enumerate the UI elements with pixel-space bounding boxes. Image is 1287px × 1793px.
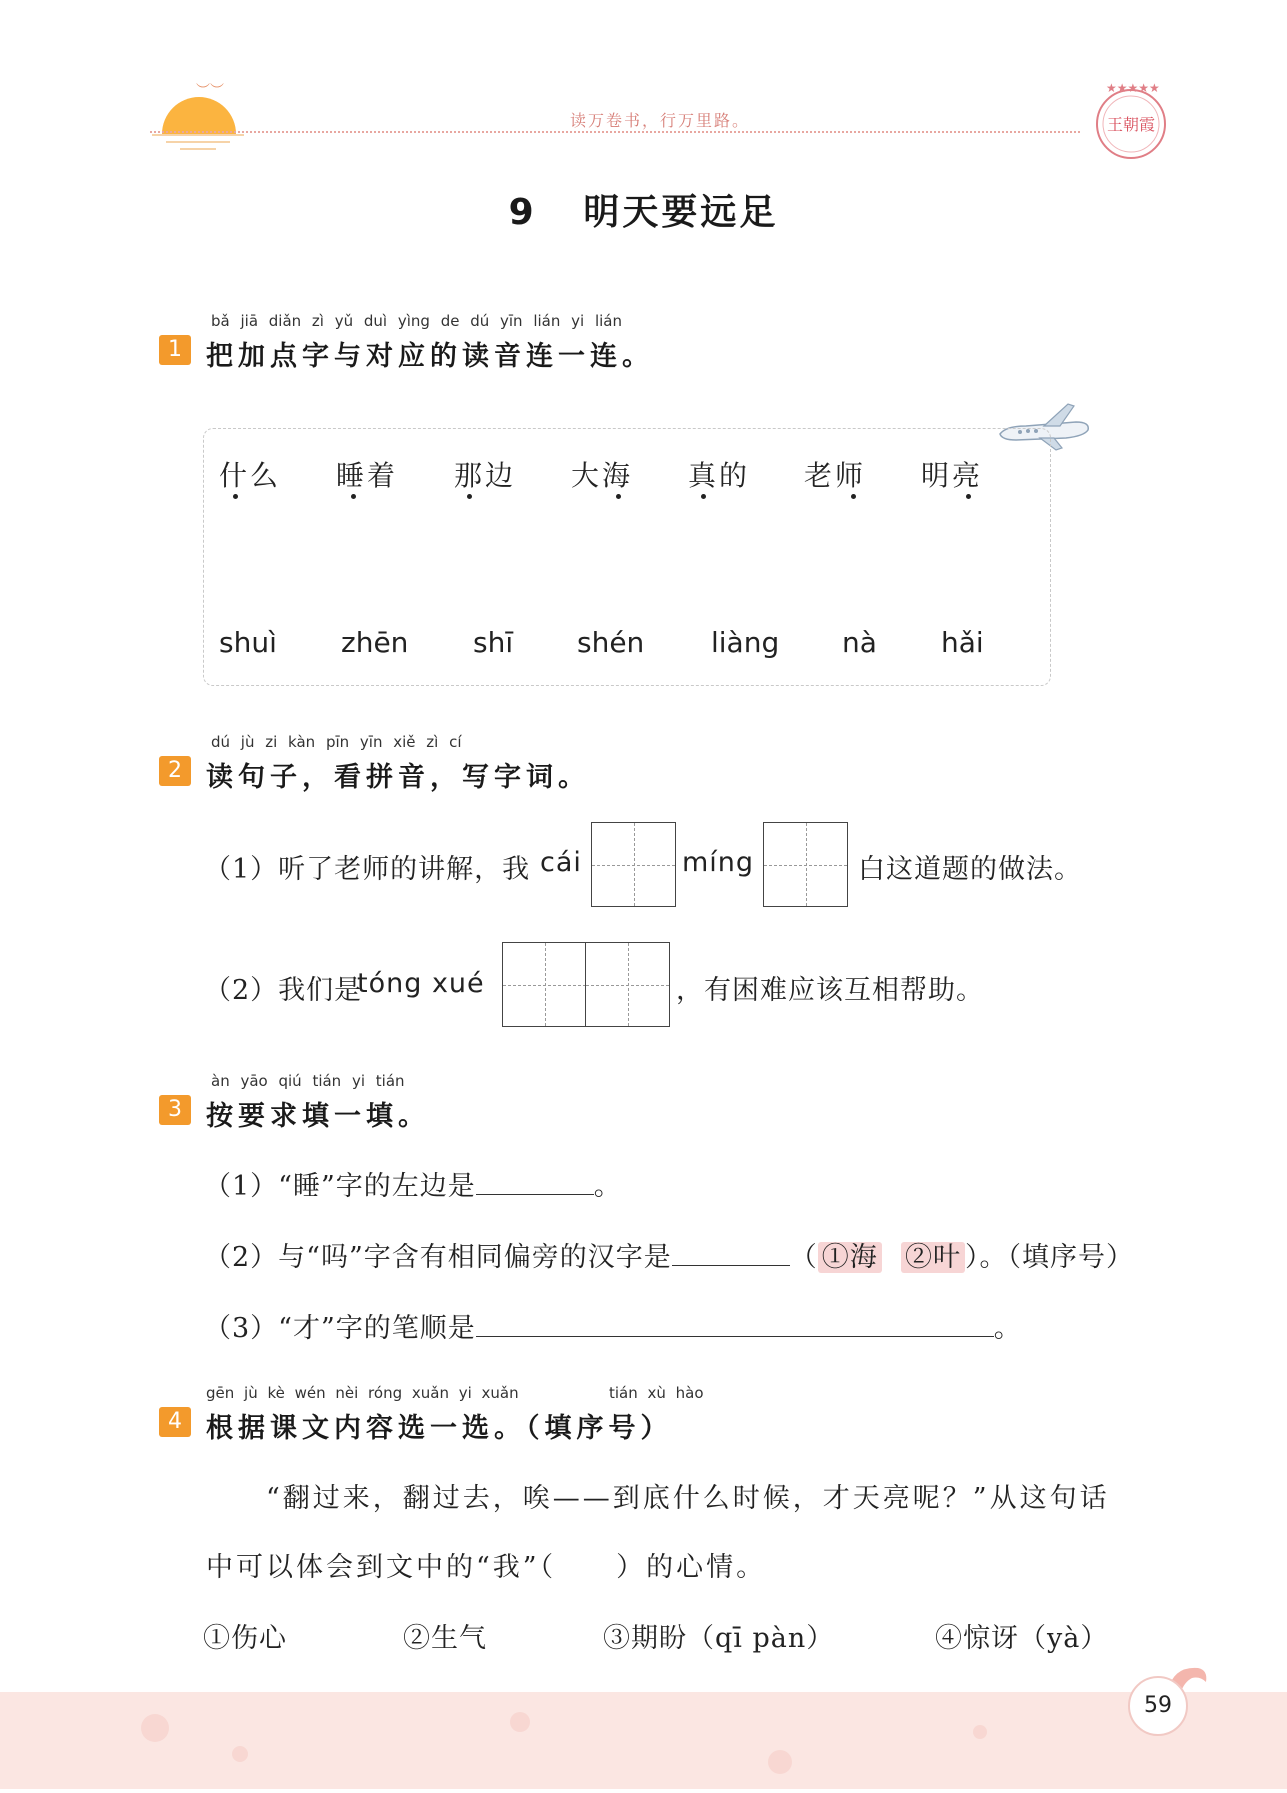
q1-reading: nà xyxy=(842,626,877,659)
emphasis-dot xyxy=(233,494,238,499)
q2-s2-prefix: （2）我们是 xyxy=(204,975,363,1006)
birds-icon: ︶︶ xyxy=(196,83,224,99)
sun-reflection xyxy=(152,134,244,155)
q2-s2-suffix: ，有困难应该互相帮助。 xyxy=(676,975,984,1006)
writing-grid[interactable] xyxy=(502,942,587,1027)
q1-reading: hǎi xyxy=(941,626,984,659)
q1-word: 大海 xyxy=(571,459,634,492)
lesson-title-text: 明天要远足 xyxy=(583,192,779,233)
q4-option[interactable]: ①伤心 xyxy=(203,1623,287,1654)
header-motto: 读万卷书，行万里路。 xyxy=(570,111,751,130)
q2-s1-prefix: （1）听了老师的讲解，我 xyxy=(204,854,531,885)
q3-line1-text: （1）“睡”字的左边是 xyxy=(204,1171,476,1202)
q4-option[interactable]: ②生气 xyxy=(403,1623,487,1654)
answer-blank[interactable] xyxy=(476,1314,994,1337)
teacher-seal-icon xyxy=(1092,78,1170,164)
q1-word: 什么 xyxy=(219,459,282,492)
q1-word: 那边 xyxy=(454,459,517,492)
bubble-decoration xyxy=(0,1692,1287,1789)
q2-pinyin: dú jù zi kàn pīn yīn xiě zì cí xyxy=(211,733,462,751)
lesson-number: 9 xyxy=(508,192,537,233)
q3-line1 xyxy=(204,1164,622,1203)
q4-paragraph-1: “翻过来，翻过去，唉——到底什么时候，才天亮呢？”从这句话 xyxy=(266,1483,1110,1514)
q3-line3 xyxy=(204,1306,1022,1345)
q3-option-1: ①海 xyxy=(818,1242,882,1273)
emphasis-dot xyxy=(851,494,856,499)
emphasis-dot xyxy=(616,494,621,499)
sunset-icon xyxy=(162,94,236,134)
header-divider xyxy=(150,131,1080,133)
q4-pinyin-2: tián xù hào xyxy=(609,1384,704,1402)
q2-s1-pinyin-cai: cái xyxy=(540,847,582,878)
q1-reading: zhēn xyxy=(341,626,409,659)
lesson-title xyxy=(0,184,1287,235)
q1-reading: shuì xyxy=(219,626,277,659)
q3-line2-paren: （ xyxy=(789,1242,818,1273)
answer-blank[interactable] xyxy=(476,1172,594,1195)
q3-number: 3 xyxy=(159,1095,191,1125)
q4-option[interactable]: ③期盼（qī pàn） xyxy=(603,1623,835,1654)
q4-number: 4 xyxy=(159,1407,191,1437)
q3-title: 按要求填一填。 xyxy=(206,1101,430,1132)
q4-paragraph-2: 中可以体会到文中的“我”（ ）的心情。 xyxy=(206,1552,767,1583)
q1-word: 老师 xyxy=(804,459,867,492)
q3-line2-end: ）。（填序号） xyxy=(964,1242,1134,1273)
q3-line2 xyxy=(204,1235,1134,1274)
q1-reading: liàng xyxy=(711,626,780,659)
q1-reading: shén xyxy=(577,626,645,659)
q1-pinyin: bǎ jiā diǎn zì yǔ duì yìng de dú yīn lián yi lián xyxy=(211,312,622,330)
q3-line3-text: （3）“才”字的笔顺是 xyxy=(204,1313,476,1344)
emphasis-dot xyxy=(467,494,472,499)
q1-word: 明亮 xyxy=(921,459,984,492)
answer-blank[interactable] xyxy=(672,1243,790,1266)
q1-title: 把加点字与对应的读音连一连。 xyxy=(206,341,654,372)
q4-pinyin: gēn jù kè wén nèi róng xuǎn yi xuǎn xyxy=(206,1384,519,1402)
emphasis-dot xyxy=(351,494,356,499)
q3-pinyin: àn yāo qiú tián yi tián xyxy=(211,1072,405,1090)
q2-number: 2 xyxy=(159,756,191,786)
emphasis-dot xyxy=(966,494,971,499)
q3-line2-text: （2）与“吗”字含有相同偏旁的汉字是 xyxy=(204,1242,672,1273)
q1-word: 睡着 xyxy=(336,459,399,492)
q4-option[interactable]: ④惊讶（yà） xyxy=(935,1623,1109,1654)
writing-grid[interactable] xyxy=(591,822,676,907)
page-number: 59 xyxy=(1128,1676,1188,1736)
q1-reading: shī xyxy=(473,626,514,659)
svg-text:王朝霞: 王朝霞 xyxy=(1106,115,1156,134)
q4-title: 根据课文内容选一选。（填序号） xyxy=(206,1413,673,1444)
writing-grid[interactable] xyxy=(585,942,670,1027)
q3-line1-end: 。 xyxy=(593,1171,622,1202)
emphasis-dot xyxy=(701,494,706,499)
q2-s1-suffix: 白这道题的做法。 xyxy=(858,854,1082,885)
q3-line3-end: 。 xyxy=(993,1313,1022,1344)
q1-word: 真的 xyxy=(688,459,751,492)
q2-title: 读句子，看拼音，写字词。 xyxy=(206,762,590,793)
q3-option-2: ②叶 xyxy=(901,1242,965,1273)
footer-band xyxy=(0,1692,1287,1789)
q2-s1-pinyin-ming: míng xyxy=(682,847,755,878)
q2-s2-pinyin: tóng xué xyxy=(357,968,485,999)
writing-grid[interactable] xyxy=(763,822,848,907)
svg-text:★★★★★: ★★★★★ xyxy=(1106,81,1160,95)
q1-number: 1 xyxy=(159,335,191,365)
